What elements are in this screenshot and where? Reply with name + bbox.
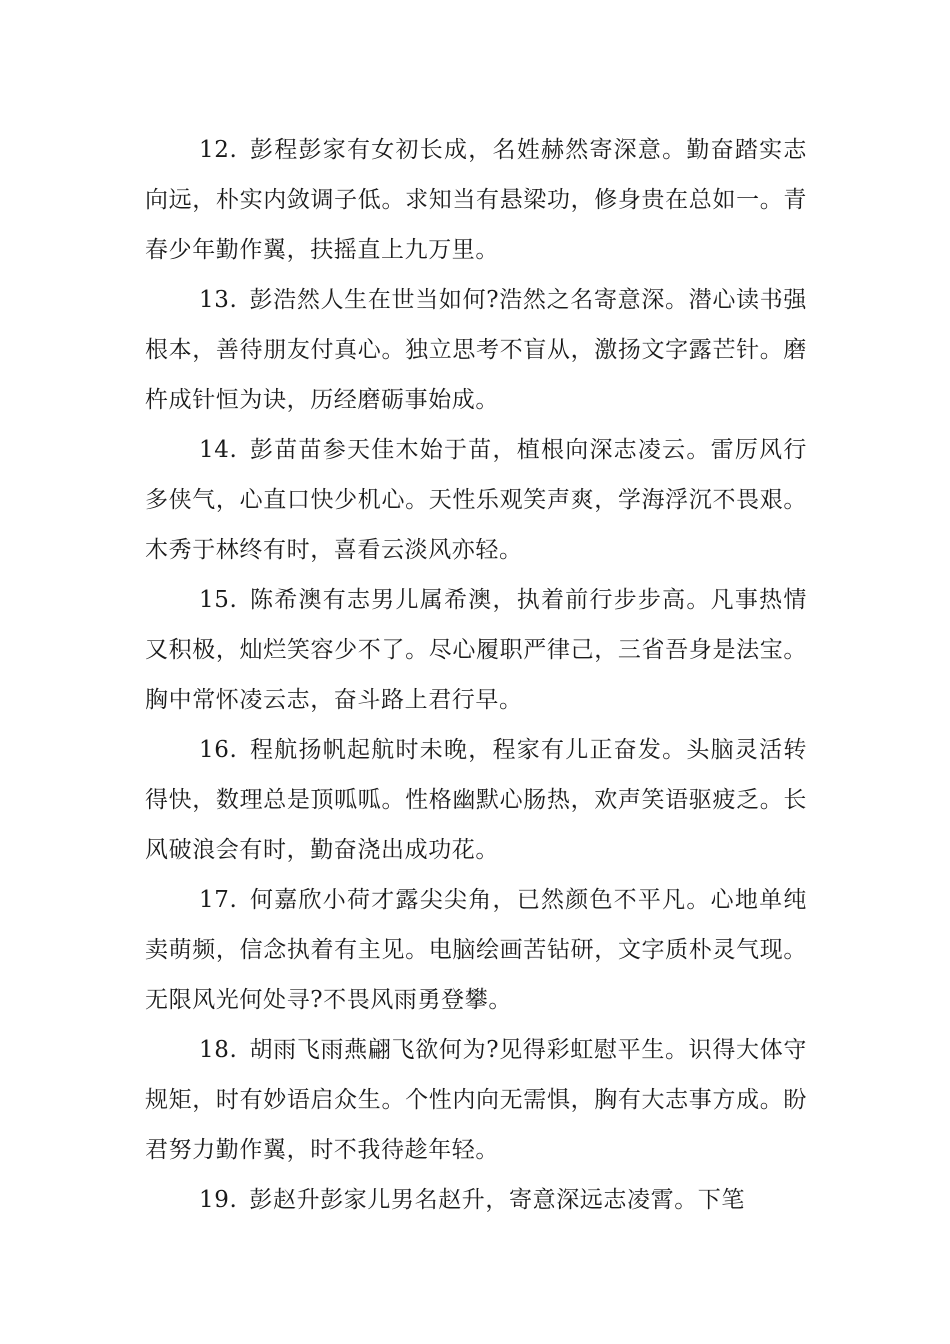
paragraph-text: 何嘉欣小荷才露尖尖角，已然颜色不平凡。心地单纯卖萌频，信念执着有主见。电脑绘画苦钻研，文字质朴灵气现。无限风光何处寻?不畏风雨勇登攀。 [145,887,807,1013]
paragraph-number: 17. [199,887,238,913]
paragraph-number: 13. [199,287,238,313]
paragraph-17 [145,875,807,1025]
paragraph-19 [145,1175,807,1225]
paragraph-number: 19. [199,1187,238,1213]
paragraph-16 [145,725,807,875]
paragraph-number: 18. [199,1037,238,1063]
paragraph-15 [145,575,807,725]
paragraph-18 [145,1025,807,1175]
paragraph-text: 彭浩然人生在世当如何?浩然之名寄意深。潜心读书强根本，善待朋友付真心。独立思考不盲从，激扬文字露芒针。磨杵成针恒为诀，历经磨砺事始成。 [145,287,807,413]
paragraph-text: 陈希澳有志男儿属希澳，执着前行步步高。凡事热情又积极，灿烂笑容少不了。尽心履职严律己，三省吾身是法宝。胸中常怀凌云志，奋斗路上君行早。 [145,587,807,713]
paragraph-text: 彭赵升彭家儿男名赵升，寄意深远志凌霄。下笔 [249,1187,745,1213]
paragraph-text: 彭苗苗参天佳木始于苗，植根向深志凌云。雷厉风行多侠气，心直口快少机心。天性乐观笑声爽，学海浮沉不畏艰。木秀于林终有时，喜看云淡风亦轻。 [145,437,807,563]
paragraph-12 [145,125,807,275]
paragraph-number: 12. [199,137,238,163]
paragraph-number: 16. [199,737,238,763]
paragraph-number: 14. [199,437,238,463]
paragraph-number: 15. [199,587,238,613]
paragraph-text: 彭程彭家有女初长成，名姓赫然寄深意。勤奋踏实志向远，朴实内敛调子低。求知当有悬梁功，修身贵在总如一。青春少年勤作翼，扶摇直上九万里。 [145,137,807,263]
paragraph-text: 胡雨飞雨燕翩飞欲何为?见得彩虹慰平生。识得大体守规矩，时有妙语启众生。个性内向无需惧，胸有大志事方成。盼君努力勤作翼，时不我待趁年轻。 [145,1037,807,1163]
paragraph-text: 程航扬帆起航时未晚，程家有儿正奋发。头脑灵活转得快，数理总是顶呱呱。性格幽默心肠热，欢声笑语驱疲乏。长风破浪会有时，勤奋浇出成功花。 [145,737,807,863]
paragraph-14 [145,425,807,575]
document-body [145,125,807,1225]
paragraph-13 [145,275,807,425]
